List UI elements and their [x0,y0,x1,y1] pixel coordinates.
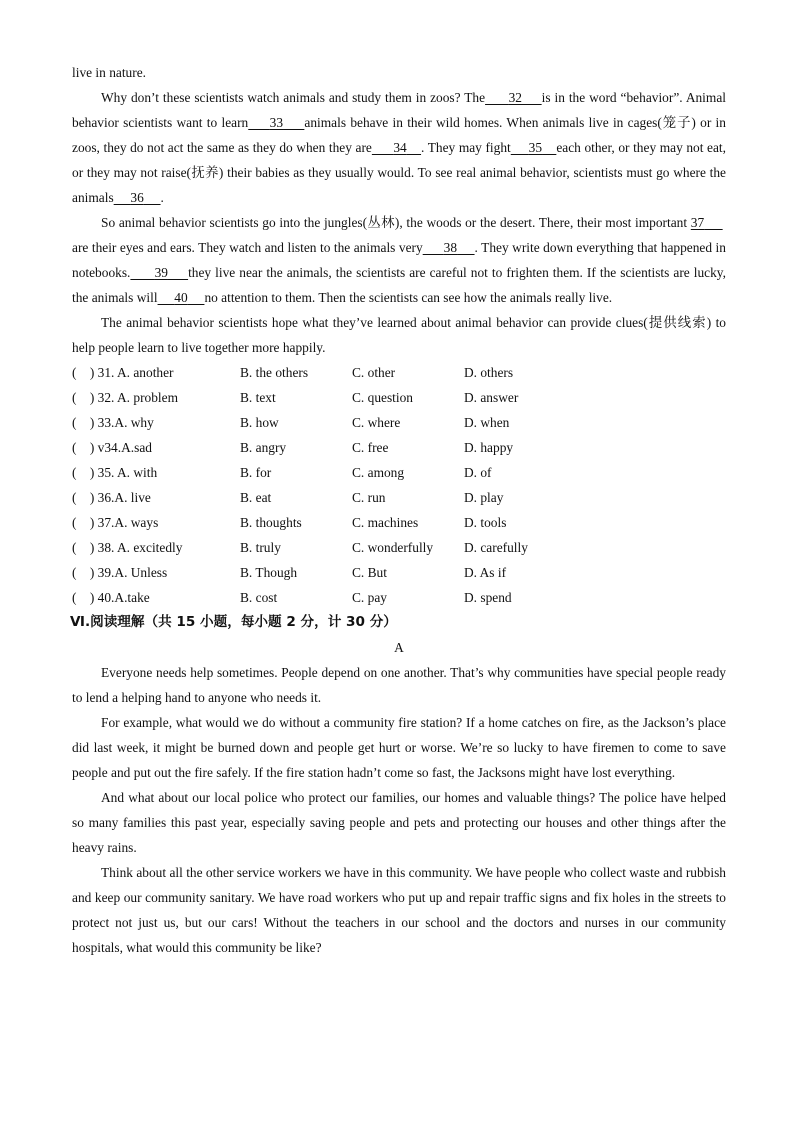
option-b: B. for [240,465,272,480]
option-b: B. text [240,390,276,405]
passage-text: each other, or they may not eat, or they may not raise(抚养) their babies as they usually would. To see real animal behavior, scientists must go where the animals [72,140,726,205]
passage-text: . They may fight [421,140,511,155]
question-stem-option-a: ( ) 35. A. with [72,465,158,480]
blank-34: 34 [393,140,407,155]
question-stem-option-a: ( ) 36.A. live [72,490,151,505]
passage-text: is in the word “behavior”. Animal behavior scientists want to learn [72,90,726,130]
question-row [72,360,726,385]
passage-text: Why don’t these scientists watch animals and study them in zoos? The [101,90,486,105]
option-c: C. wonderfully [352,540,434,555]
option-c: C. question [352,390,414,405]
question-stem-option-a: ( ) v34.A.sad [72,440,152,455]
option-c: C. free [352,440,389,455]
passage-text: they live near the animals, the scientists are careful not to frighten them. If the scientists are lucky, the animals will [72,265,726,305]
blank-39: 39 [154,265,168,280]
option-c: C. run [352,490,386,505]
option-b: B. cost [240,590,278,605]
option-c: C. machines [352,515,419,530]
blank-37: 37 [690,215,705,230]
question-row [72,410,726,435]
option-d: D. answer [464,390,519,405]
blank-32: 32 [508,90,522,105]
blank-35: 35 [528,140,543,155]
option-d: D. of [464,465,492,480]
passage-paragraph: The animal behavior scientists hope what they’ve learned about animal behavior can provide clues(提供线索) to help people learn to live together more happily. [72,315,726,355]
passage-text: are their eyes and ears. They watch and listen to the animals very [72,240,423,255]
question-row [72,585,726,610]
part-label: A [394,640,404,655]
question-row [72,435,726,460]
option-d: D. carefully [464,540,528,555]
question-row [72,460,726,485]
passage-paragraph [72,210,726,310]
reading-paragraph: For example, what would we do without a community fire station? If a home catches on fire, as the Jackson’s place did last week, it might be burned down and people get hurt or worse. We’re so lucky to have firemen to come to save people and put out the fire safely. If the fire station hadn’t come so fast, the Jacksons might have lost everything. [72,715,726,780]
option-b: B. thoughts [240,515,302,530]
passage-text: . They write down everything that happened in notebooks. [72,240,726,280]
question-row [72,385,726,410]
blank-40: 40 [174,290,188,305]
option-c: C. among [352,465,405,480]
question-stem-option-a: ( ) 32. A. problem [72,390,178,405]
option-b: B. angry [240,440,287,455]
question-stem-option-a: ( ) 38. A. excitedly [72,540,183,555]
passage-text: So animal behavior scientists go into the jungles(丛林), the woods or the desert. There, their most important [101,215,688,230]
option-b: B. Though [240,565,298,580]
option-c: C. But [352,565,387,580]
option-b: B. eat [240,490,272,505]
option-c: C. where [352,415,401,430]
passage-text: . [160,190,164,205]
reading-paragraph: Everyone needs help sometimes. People depend on one another. That’s why communities have special people ready to lend a helping hand to anyone who needs it. [72,665,726,705]
blank-33: 33 [269,115,284,130]
option-d: D. spend [464,590,512,605]
passage-paragraph: live in nature. [72,65,146,80]
document-page [72,60,726,960]
question-stem-option-a: ( ) 33.A. why [72,415,154,430]
passage-text: no attention to them. Then the scientists can see how the animals really live. [204,290,613,305]
question-row [72,485,726,510]
question-list [72,360,726,610]
passage-text: animals behave in their wild homes. When animals live in cages(笼子) or in zoos, they do not act the same as they do when they are [72,115,726,155]
option-b: B. the others [240,365,309,380]
option-d: D. when [464,415,510,430]
section-heading: Ⅵ.阅读理解（共 15 小题，每小题 2 分，计 30 分） [70,614,397,630]
option-d: D. tools [464,515,507,530]
option-c: C. other [352,365,396,380]
question-row [72,535,726,560]
question-row [72,510,726,535]
option-d: D. As if [464,565,507,580]
option-d: D. play [464,490,504,505]
question-stem-option-a: ( ) 31. A. another [72,365,174,380]
question-stem-option-a: ( ) 37.A. ways [72,515,159,530]
blank-38: 38 [443,240,458,255]
reading-paragraph: And what about our local police who protect our families, our homes and valuable things? The police have helped so many families this past year, especially saving people and pets and protecting our houses and other things after the heavy rains. [72,790,726,855]
option-b: B. truly [240,540,281,555]
question-row [72,560,726,585]
question-stem-option-a: ( ) 39.A. Unless [72,565,168,580]
question-stem-option-a: ( ) 40.A.take [72,590,150,605]
passage-paragraph [72,85,726,210]
option-c: C. pay [352,590,387,605]
reading-paragraph: Think about all the other service workers we have in this community. We have people who collect waste and rubbish and keep our community sanitary. We have road workers who put up and repair traffic signs and fix holes in the streets to protect not just us, but our cars! Without the teachers in our school and the doctors and nurses in our community hospitals, what would this community be like? [72,865,726,955]
option-b: B. how [240,415,279,430]
option-d: D. others [464,365,514,380]
blank-36: 36 [130,190,144,205]
option-d: D. happy [464,440,514,455]
